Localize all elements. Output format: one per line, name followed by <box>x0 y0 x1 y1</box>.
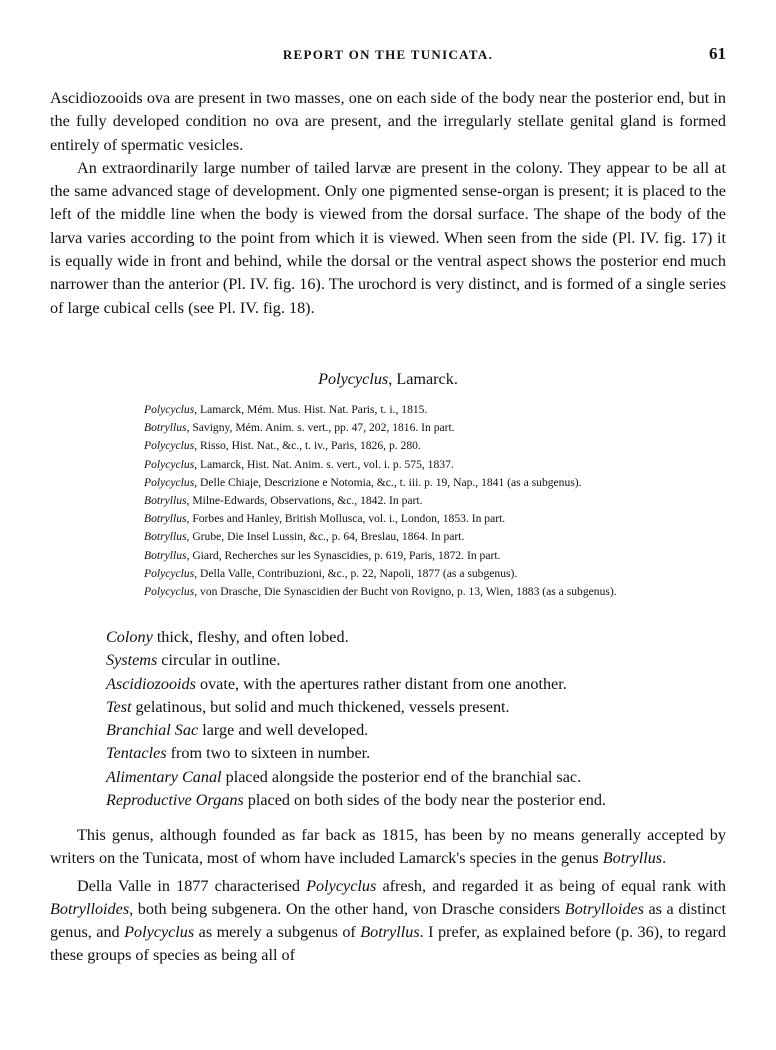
synonymy-list <box>144 401 728 601</box>
text-run: This genus, although founded as far back as 1815, has been by no means generally accepted by writers on the Tunicata, most of whom have included Lamarck's species in the genus <box>50 826 726 868</box>
synonymy-item <box>144 528 728 546</box>
text-run: as merely a subgenus of <box>194 923 361 942</box>
discussion-section <box>50 824 726 968</box>
italic-term: Botrylloides <box>50 899 130 918</box>
synonymy-item <box>144 510 728 528</box>
diagnosis-item <box>106 719 728 742</box>
synonym-reference: , Grube, Die Insel Lussin, &c., p. 64, Breslau, 1864. In part. <box>186 530 465 544</box>
synonymy-item <box>144 437 728 455</box>
synonym-name: Polycyclus <box>144 475 195 489</box>
synonymy-item <box>144 474 728 492</box>
synonym-name: Polycyclus <box>144 585 195 599</box>
diagnosis-term: Branchial Sac <box>106 721 199 740</box>
synonym-name: Botryllus <box>144 530 187 544</box>
diagnosis-item <box>106 789 728 812</box>
genus-heading <box>50 370 726 389</box>
diagnosis-description: thick, fleshy, and often lobed. <box>152 628 349 646</box>
running-title: REPORT ON THE TUNICATA. <box>282 47 494 62</box>
page-header <box>50 44 726 67</box>
italic-term: Botryllus <box>360 923 420 942</box>
synonymy-item <box>144 547 728 565</box>
text-run: An extraordinarily large number of tailed larvæ are present in the colony. They appear to be all at the same advanced stage of development. Only one pigmented sense-organ is present; it is placed to the left of the middle line when the body is viewed from the dorsal surface. The shape of the body of the larva varies according to the point from which it is viewed. When seen from the side (Pl. IV. fig. 17) it is equally wide in front and behind, while the dorsal or the ventral aspect shows the posterior end much narrower than the anterior (Pl. IV. fig. 16). The urochord is very distinct, and is formed of a single series of large cubical cells (see Pl. IV. fig. 18). <box>50 158 726 317</box>
text-run: afresh, and regarded it as being of equal rank with <box>376 876 726 895</box>
italic-term: Polycyclus <box>306 876 377 895</box>
diagnosis-description: from two to sixteen in number. <box>166 744 371 763</box>
synonym-reference: , Risso, Hist. Nat., &c., t. iv., Paris, 1826, p. 280. <box>194 439 421 453</box>
diagnosis-item <box>106 649 728 672</box>
italic-term: Polycyclus <box>124 923 195 942</box>
intro-section <box>50 87 726 320</box>
diagnosis-item <box>106 626 728 649</box>
synonymy-item <box>144 401 728 419</box>
text-run: . I prefer, as explained before (p. 36), to regard these groups of species as being all of <box>50 923 726 965</box>
synonym-reference: , Delle Chiaje, Descrizione e Notomia, &c., t. iii. p. 19, Nap., 1841 (as a subgenus). <box>194 475 582 489</box>
text-run: as a distinct genus, and <box>50 899 726 942</box>
paragraph <box>50 824 726 871</box>
synonym-name: Polycyclus <box>144 403 195 416</box>
synonym-name: Botryllus <box>144 548 187 562</box>
synonym-name: Botryllus <box>144 494 187 508</box>
diagnosis-term: Colony <box>106 628 153 646</box>
synonym-reference: , Lamarck, Hist. Nat. Anim. s. vert., vol. i. p. 575, 1837. <box>194 457 454 471</box>
diagnosis-term: Test <box>106 697 132 716</box>
diagnosis-item <box>106 673 728 696</box>
text-run: Della Valle in 1877 characterised <box>77 876 307 895</box>
diagnosis-item <box>106 696 728 719</box>
paragraph <box>50 875 726 968</box>
synonym-name: Polycyclus <box>144 439 195 453</box>
synonym-reference: , Della Valle, Contribuzioni, &c., p. 22, Napoli, 1877 (as a subgenus). <box>194 566 518 580</box>
diagnosis-term: Systems <box>106 651 158 670</box>
paragraph <box>50 87 726 157</box>
synonymy-item <box>144 492 728 510</box>
text-run: , both being subgenera. On the other hand, von Drasche considers <box>129 899 565 918</box>
text-run: . <box>662 849 667 868</box>
synonym-reference: , Forbes and Hanley, British Mollusca, vol. i., London, 1853. In part. <box>186 512 506 526</box>
synonymy-item <box>144 565 728 583</box>
italic-term: Botryllus <box>602 849 663 868</box>
diagnosis-item <box>106 766 728 789</box>
diagnosis-description: ovate, with the apertures rather distant from one another. <box>195 674 567 693</box>
synonym-reference: , Savigny, Mém. Anim. s. vert., pp. 47, 202, 1816. In part. <box>186 421 455 435</box>
synonym-reference: , Milne-Edwards, Observations, &c., 1842. In part. <box>186 494 423 508</box>
synonym-reference: , Giard, Recherches sur les Synascidies, p. 619, Paris, 1872. In part. <box>186 548 501 562</box>
paragraph <box>50 157 726 320</box>
synonymy-item <box>144 583 728 601</box>
synonym-name: Botryllus <box>144 421 187 435</box>
diagnosis-description: placed alongside the posterior end of the branchial sac. <box>221 767 582 786</box>
genus-name: Polycyclus <box>318 370 389 388</box>
genus-authority: , Lamarck. <box>388 370 458 388</box>
synonym-name: Botryllus <box>144 512 187 526</box>
synonym-reference: , Lamarck, Mém. Mus. Hist. Nat. Paris, t. i., 1815. <box>194 403 428 416</box>
text-run: Ascidiozooids ova are present in two masses, one on each side of the body near the posterior end, but in the fully developed condition no ova are present, and the irregularly stellate genital gland is formed entirely of spermatic vesicles. <box>50 89 726 154</box>
synonym-name: Polycyclus <box>144 457 195 471</box>
diagnosis-description: placed on both sides of the body near the posterior end. <box>243 791 607 810</box>
diagnosis-description: gelatinous, but solid and much thickened, vessels present. <box>131 697 510 716</box>
diagnosis-term: Alimentary Canal <box>106 767 222 786</box>
diagnosis-description: circular in outline. <box>157 651 281 670</box>
diagnosis-term: Reproductive Organs <box>106 791 244 810</box>
synonym-name: Polycyclus <box>144 566 195 580</box>
italic-term: Botrylloides <box>564 899 644 918</box>
page-number: 61 <box>709 44 726 63</box>
synonymy-item <box>144 456 728 474</box>
diagnosis-list <box>106 626 728 812</box>
synonymy-item <box>144 419 728 437</box>
diagnosis-term: Ascidiozooids <box>106 674 196 693</box>
diagnosis-term: Tentacles <box>106 744 167 763</box>
synonym-reference: , von Drasche, Die Synascidien der Bucht von Rovigno, p. 13, Wien, 1883 (as a subgenus). <box>194 585 617 599</box>
diagnosis-item <box>106 742 728 765</box>
diagnosis-description: large and well developed. <box>198 721 369 740</box>
